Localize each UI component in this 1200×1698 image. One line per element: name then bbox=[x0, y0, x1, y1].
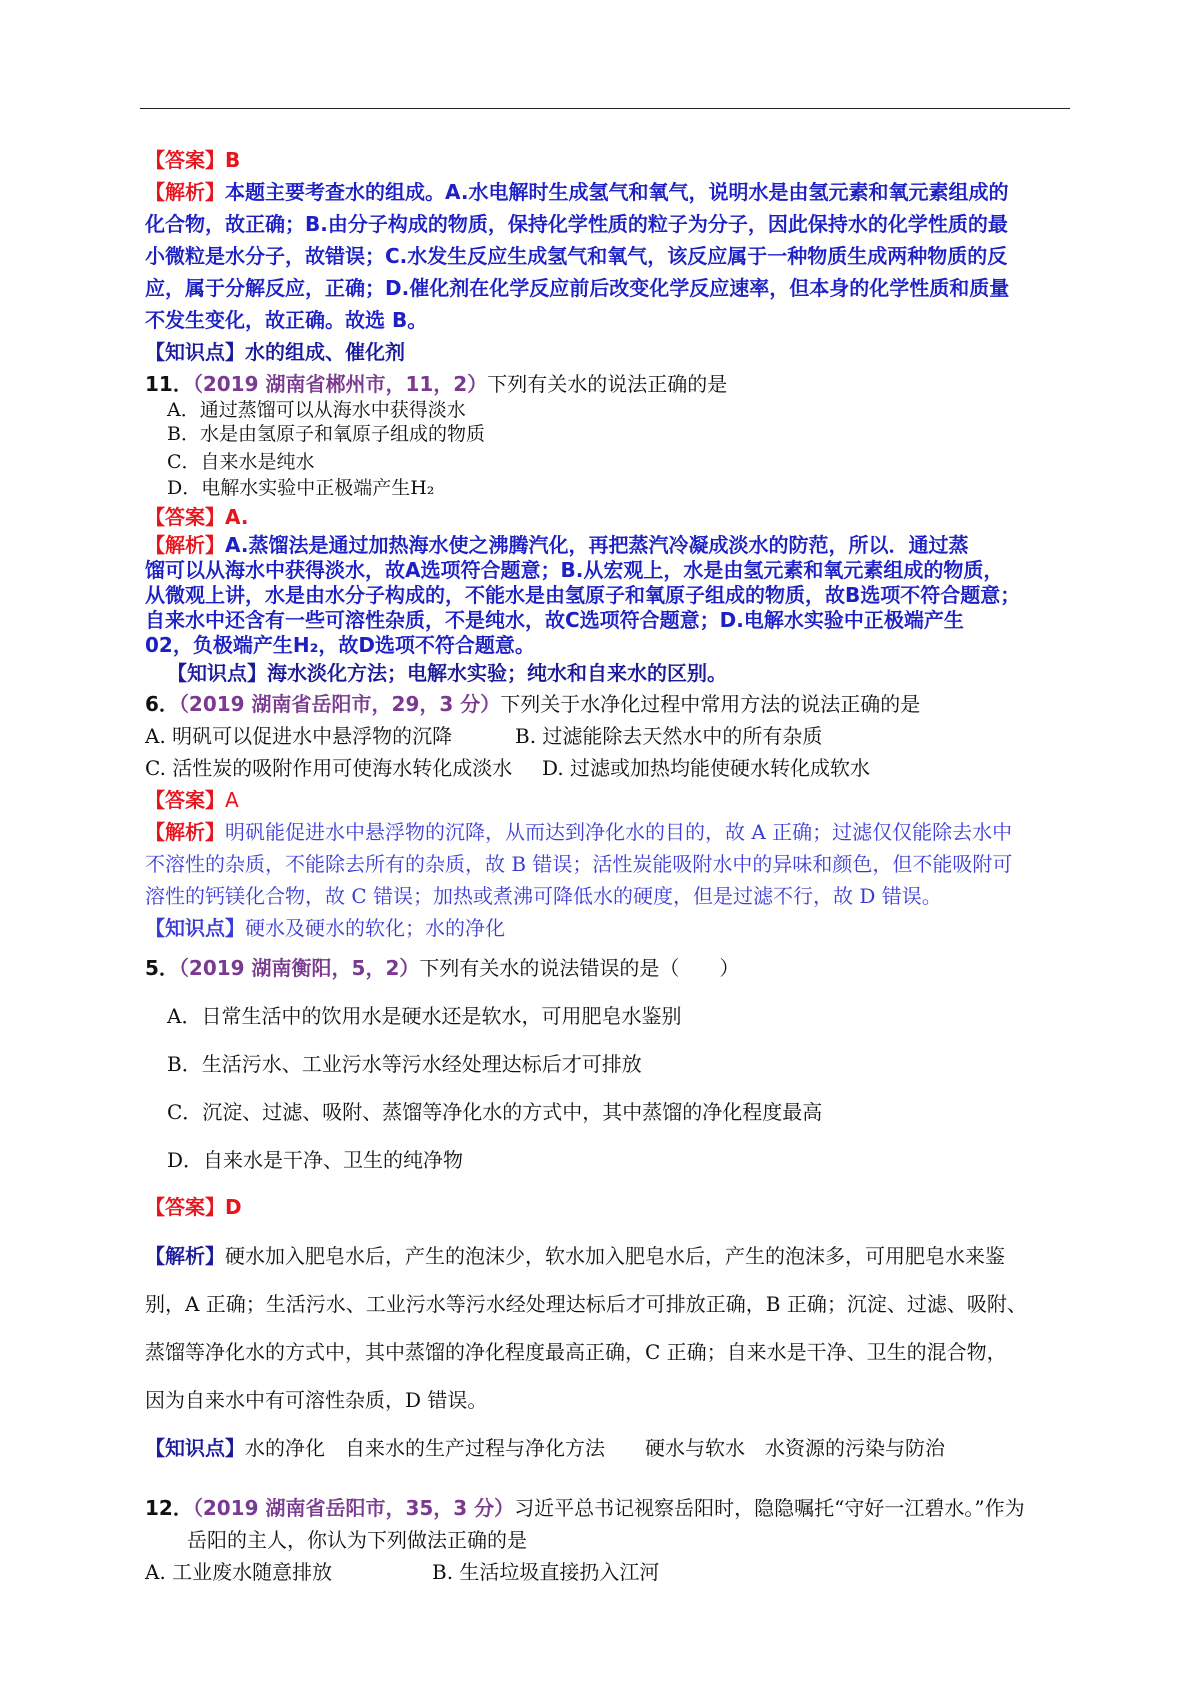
q6-stem: 6．（2019 湖南省岳阳市，29，3 分）下列关于水净化过程中常用方法的说法正确的是 bbox=[145, 692, 921, 716]
q5-option: B．生活污水、工业污水等污水经处理达标后才可排放 bbox=[167, 1052, 642, 1076]
q6-answer: 【答案】A bbox=[145, 788, 239, 812]
q11-knowledge: 【知识点】海水淡化方法；电解水实验；纯水和自来水的区别。 bbox=[167, 661, 727, 685]
q6-analysis-line: 不溶性的杂质，不能除去所有的杂质，故 B 错误；活性炭能吸附水中的异味和颜色，但不能吸附可 bbox=[145, 852, 1013, 876]
q5-analysis-line: 别，A 正确；生活污水、工业污水等污水经处理达标后才可排放正确，B 正确；沉淀、过滤、吸附、 bbox=[145, 1292, 1027, 1316]
q12-stem-continued: 岳阳的主人，你认为下列做法正确的是 bbox=[187, 1528, 527, 1552]
q11-option: D．电解水实验中正极端产生H₂ bbox=[167, 477, 435, 499]
q5-analysis-line: 蒸馏等净化水的方式中，其中蒸馏的净化程度最高正确，C 正确；自来水是干净、卫生的混合物， bbox=[145, 1340, 1007, 1364]
q11-stem: 11．（2019 湖南省郴州市，11，2）下列有关水的说法正确的是 bbox=[145, 372, 728, 396]
q11-analysis-line: 自来水中还含有一些可溶性杂质，不是纯水，故C选项符合题意；D.电解水实验中正极端产生 bbox=[145, 608, 964, 632]
q11-analysis-line: 【解析】A.蒸馏法是通过加热海水使之沸腾汽化，再把蒸汽冷凝成淡水的防范，所以．通过蒸 bbox=[145, 533, 969, 557]
q5-knowledge: 【知识点】水的净化 自来水的生产过程与净化方法 硬水与软水 水资源的污染与防治 bbox=[145, 1436, 945, 1460]
q5-option: C．沉淀、过滤、吸附、蒸馏等净化水的方式中，其中蒸馏的净化程度最高 bbox=[167, 1100, 823, 1124]
q6-options-row: C. 活性炭的吸附作用可使海水转化成淡水 D. 过滤或加热均能使硬水转化成软水 bbox=[145, 756, 871, 780]
q5-answer: 【答案】D bbox=[145, 1195, 242, 1219]
q11-analysis-line: 从微观上讲，水是由水分子构成的，不能水是由氢原子和氧原子组成的物质，故B选项不符合题意； bbox=[145, 583, 1021, 607]
q10-analysis-line: 应，属于分解反应，正确；D.催化剂在化学反应前后改变化学反应速率，但本身的化学性质和质量 bbox=[145, 276, 1010, 300]
q11-answer: 【答案】A. bbox=[145, 505, 249, 529]
q12-options-row: A. 工业废水随意排放 B. 生活垃圾直接扔入江河 bbox=[145, 1560, 660, 1584]
q11-analysis-line: 馏可以从海水中获得淡水，故A选项符合题意；B.从宏观上，水是由氢元素和氧元素组成的物质， bbox=[145, 558, 1004, 582]
q10-answer: 【答案】B bbox=[145, 148, 241, 172]
q5-analysis-line: 【解析】硬水加入肥皂水后，产生的泡沫少，软水加入肥皂水后，产生的泡沫多，可用肥皂水来鉴 bbox=[145, 1244, 1005, 1268]
q11-option: C．自来水是纯水 bbox=[167, 451, 315, 473]
q11-option: B．水是由氢原子和氧原子组成的物质 bbox=[167, 423, 485, 445]
q5-option: D．自来水是干净、卫生的纯净物 bbox=[167, 1148, 464, 1172]
q10-knowledge: 【知识点】水的组成、催化剂 bbox=[145, 340, 405, 364]
q10-analysis-line: 小微粒是水分子，故错误；C.水发生反应生成氢气和氧气，该反应属于一种物质生成两种物质的反 bbox=[145, 244, 1008, 268]
q10-analysis-line: 化合物，故正确；B.由分子构成的物质，保持化学性质的粒子为分子，因此保持水的化学性质的最 bbox=[145, 212, 1008, 236]
q10-analysis-line: 【解析】本题主要考查水的组成。A.水电解时生成氢气和氧气，说明水是由氢元素和氧元素组成的 bbox=[145, 180, 1009, 204]
q6-knowledge: 【知识点】硬水及硬水的软化；水的净化 bbox=[145, 916, 505, 940]
q6-analysis-line: 【解析】明矾能促进水中悬浮物的沉降，从而达到净化水的目的，故 A 正确；过滤仅仅能除去水中 bbox=[145, 820, 1013, 844]
q5-stem: 5．（2019 湖南衡阳，5，2）下列有关水的说法错误的是（ ） bbox=[145, 956, 740, 980]
q12-stem: 12．（2019 湖南省岳阳市，35，3 分）习近平总书记视察岳阳时，隐隐嘱托“守好一江碧水。”作为 bbox=[145, 1496, 1025, 1520]
q11-analysis-line: 02，负极端产生H₂，故D选项不符合题意。 bbox=[145, 633, 535, 657]
q10-analysis-line: 不发生变化，故正确。故选 B。 bbox=[145, 308, 428, 332]
header-rule bbox=[140, 108, 1070, 109]
q11-option: A．通过蒸馏可以从海水中获得淡水 bbox=[167, 399, 466, 421]
q5-option: A．日常生活中的饮用水是硬水还是软水，可用肥皂水鉴别 bbox=[167, 1004, 682, 1028]
q6-analysis-line: 溶性的钙镁化合物，故 C 错误；加热或煮沸可降低水的硬度，但是过滤不行，故 D 错误。 bbox=[145, 884, 942, 908]
q6-options-row: A. 明矾可以促进水中悬浮物的沉降 B. 过滤能除去天然水中的所有杂质 bbox=[145, 724, 823, 748]
q5-analysis-line: 因为自来水中有可溶性杂质，D 错误。 bbox=[145, 1388, 488, 1412]
